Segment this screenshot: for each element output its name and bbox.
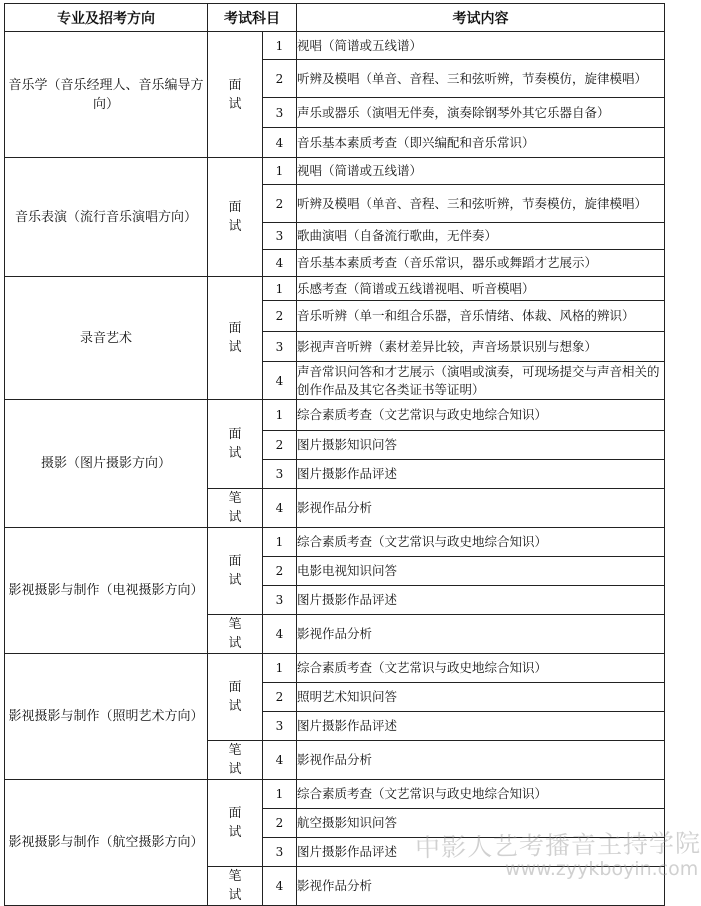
item-number: 3 — [263, 586, 297, 615]
exam-method-cell — [208, 158, 263, 277]
exam-content: 影视声音听辨（素材差异比较，声音场景识别与想象） — [297, 332, 665, 362]
item-number: 2 — [263, 301, 297, 332]
item-number: 2 — [263, 185, 297, 223]
item-number: 2 — [263, 431, 297, 460]
exam-content: 声音常识问答和才艺展示（演唱或演奏，可现场提交与声音相关的创作作品及其它各类证书等证明） — [297, 362, 665, 400]
exam-content: 听辨及模唱（单音、音程、三和弦听辨，节奏模仿，旋律模唱） — [297, 60, 665, 98]
item-number: 3 — [263, 838, 297, 867]
watermark-text: 中影人艺考播音主持学院 — [414, 828, 701, 863]
exam-content: 歌曲演唱（自备流行歌曲，无伴奏） — [297, 223, 665, 250]
table-row — [5, 780, 665, 809]
table-row — [5, 654, 665, 683]
exam-content: 视唱（简谱或五线谱） — [297, 158, 665, 185]
exam-content: 音乐听辨（单一和组合乐器，音乐情绪、体裁、风格的辨识） — [297, 301, 665, 332]
table-row — [5, 277, 665, 301]
item-number: 1 — [263, 32, 297, 60]
table-row — [5, 400, 665, 431]
header-subject: 考试科目 — [208, 4, 297, 32]
exam-method-cell — [208, 277, 263, 400]
item-number: 4 — [263, 362, 297, 400]
exam-method-label: 面试 — [228, 321, 242, 355]
exam-content: 影视作品分析 — [297, 867, 665, 906]
major-cell: 录音艺术 — [5, 277, 208, 400]
major-cell: 影视摄影与制作（照明艺术方向） — [5, 654, 208, 780]
exam-content: 照明艺术知识问答 — [297, 683, 665, 712]
exam-content: 声乐或器乐（演唱无伴奏，演奏除钢琴外其它乐器自备） — [297, 98, 665, 128]
item-number: 1 — [263, 528, 297, 557]
item-number: 4 — [263, 741, 297, 780]
header-major: 专业及招考方向 — [5, 4, 208, 32]
exam-method-label: 笔试 — [228, 617, 242, 651]
exam-content: 图片摄影作品评述 — [297, 712, 665, 741]
exam-content: 综合素质考查（文艺常识与政史地综合知识） — [297, 780, 665, 809]
exam-method-label: 面试 — [228, 77, 242, 112]
exam-content: 图片摄影知识问答 — [297, 431, 665, 460]
exam-method-cell — [208, 654, 263, 741]
watermark-url: www.zyykboyin.com — [505, 858, 699, 880]
major-cell: 摄影（图片摄影方向） — [5, 400, 208, 528]
exam-content: 电影电视知识问答 — [297, 557, 665, 586]
exam-content: 航空摄影知识问答 — [297, 809, 665, 838]
exam-content: 综合素质考查（文艺常识与政史地综合知识） — [297, 400, 665, 431]
exam-method-cell — [208, 528, 263, 615]
item-number: 3 — [263, 460, 297, 489]
item-number: 3 — [263, 98, 297, 128]
item-number: 4 — [263, 250, 297, 277]
item-number: 3 — [263, 332, 297, 362]
exam-method-cell — [208, 741, 263, 780]
exam-method-label: 面试 — [228, 680, 242, 714]
table-row — [5, 158, 665, 185]
exam-method-cell — [208, 867, 263, 906]
item-number: 4 — [263, 867, 297, 906]
exam-content: 听辨及模唱（单音、音程、三和弦听辨，节奏模仿，旋律模唱） — [297, 185, 665, 223]
item-number: 1 — [263, 277, 297, 301]
major-cell: 音乐表演（流行音乐演唱方向） — [5, 158, 208, 277]
exam-content: 图片摄影作品评述 — [297, 460, 665, 489]
exam-method-label: 笔试 — [228, 869, 242, 903]
exam-content: 音乐基本素质考查（即兴编配和音乐常识） — [297, 128, 665, 158]
item-number: 1 — [263, 400, 297, 431]
exam-table — [4, 3, 665, 906]
exam-method-cell — [208, 615, 263, 654]
exam-method-label: 面试 — [228, 200, 242, 234]
item-number: 2 — [263, 683, 297, 712]
exam-content: 影视作品分析 — [297, 615, 665, 654]
exam-content: 视唱（简谱或五线谱） — [297, 32, 665, 60]
item-number: 4 — [263, 489, 297, 528]
item-number: 1 — [263, 158, 297, 185]
exam-method-cell — [208, 400, 263, 489]
item-number: 3 — [263, 223, 297, 250]
exam-method-cell — [208, 32, 263, 158]
item-number: 4 — [263, 615, 297, 654]
table-row — [5, 32, 665, 60]
item-number: 4 — [263, 128, 297, 158]
exam-content: 图片摄影作品评述 — [297, 838, 665, 867]
exam-method-label: 笔试 — [228, 491, 242, 525]
item-number: 2 — [263, 809, 297, 838]
exam-content: 音乐基本素质考查（音乐常识，器乐或舞蹈才艺展示） — [297, 250, 665, 277]
header-content: 考试内容 — [297, 4, 665, 32]
item-number: 1 — [263, 780, 297, 809]
exam-content: 综合素质考查（文艺常识与政史地综合知识） — [297, 654, 665, 683]
exam-content: 影视作品分析 — [297, 741, 665, 780]
item-number: 3 — [263, 712, 297, 741]
major-cell: 影视摄影与制作（电视摄影方向） — [5, 528, 208, 654]
major-cell: 影视摄影与制作（航空摄影方向） — [5, 780, 208, 906]
exam-content: 乐感考查（简谱或五线谱视唱、听音模唱） — [297, 277, 665, 301]
exam-method-label: 面试 — [228, 554, 242, 588]
exam-content: 综合素质考查（文艺常识与政史地综合知识） — [297, 528, 665, 557]
exam-method-cell — [208, 780, 263, 867]
exam-content: 影视作品分析 — [297, 489, 665, 528]
exam-method-cell — [208, 489, 263, 528]
major-cell: 音乐学（音乐经理人、音乐编导方向） — [5, 32, 208, 158]
exam-method-label: 笔试 — [228, 743, 242, 777]
item-number: 2 — [263, 60, 297, 98]
table-header-row — [5, 4, 665, 32]
table-row — [5, 528, 665, 557]
item-number: 1 — [263, 654, 297, 683]
table-body — [5, 32, 665, 906]
exam-content: 图片摄影作品评述 — [297, 586, 665, 615]
exam-method-label: 面试 — [228, 806, 242, 840]
exam-method-label: 面试 — [228, 427, 242, 461]
item-number: 2 — [263, 557, 297, 586]
